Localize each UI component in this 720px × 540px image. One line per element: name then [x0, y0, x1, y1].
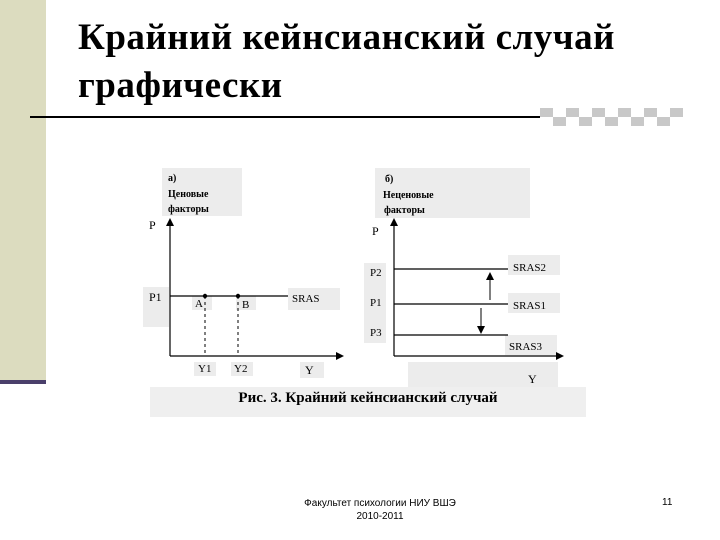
panel-b-p-label: P [372, 224, 379, 238]
footer-line-1: Факультет психологии НИУ ВШЭ [304, 498, 456, 509]
title-line-1: Крайний кейнсианский случай [78, 17, 615, 58]
panel-b-y-label: Y [528, 372, 537, 386]
sras3-label: SRAS3 [509, 341, 543, 353]
p2-label: P2 [370, 267, 382, 279]
y1-label: Y1 [198, 363, 212, 375]
figure-caption: Рис. 3. Крайний кейнсианский случай [238, 390, 498, 406]
panel-a-p-label: P [149, 218, 156, 232]
panel-a [149, 173, 340, 377]
page-number: 11 [662, 497, 673, 508]
panel-a-heading-3: факторы [168, 204, 209, 215]
point-b-label: B [242, 299, 250, 311]
panel-a-p1-label: P1 [149, 290, 162, 304]
y2-label: Y2 [234, 363, 248, 375]
panel-a-heading-2: Ценовые [168, 189, 209, 200]
panel-a-heading-1: а) [168, 173, 177, 184]
point-a-label: A [195, 298, 203, 310]
panel-b-heading-1: б) [385, 174, 394, 185]
sras2-label: SRAS2 [513, 262, 547, 274]
footer-line-2: 2010-2011 [356, 511, 404, 522]
sras1-label: SRAS1 [513, 300, 547, 312]
sras-label: SRAS [292, 293, 320, 305]
slide-footer [270, 497, 490, 523]
panel-b-p1-label: P1 [370, 297, 382, 309]
p3-label: P3 [370, 327, 382, 339]
panel-b-heading-3: факторы [384, 205, 425, 216]
title-line-2: графически [78, 65, 283, 106]
panel-b-heading-2: Неценовые [383, 190, 434, 201]
panel-a-y-label: Y [305, 363, 314, 377]
